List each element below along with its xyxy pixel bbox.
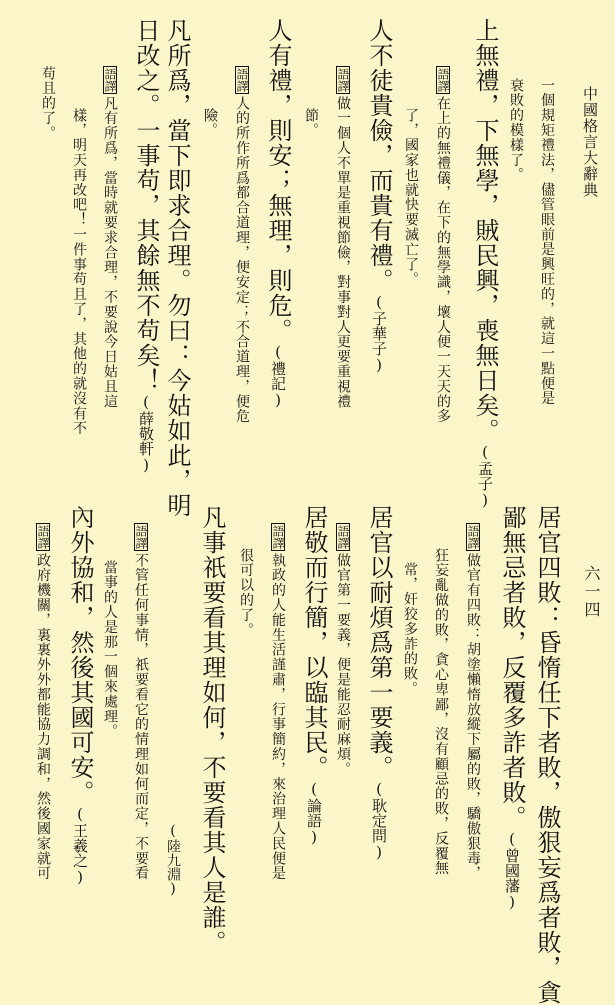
translation-badge: 語譯	[134, 525, 148, 549]
translation-text: 做官有四敗：胡塗懶惰放縱下屬的敗，驕傲狠毒，	[465, 553, 481, 881]
maxim-text: 凡事祇要看其理如何，不要看其人是誰。	[198, 505, 226, 955]
top-column-9	[235, 66, 249, 424]
translation-text: 一個規矩禮法，儘管眼前是興旺的，就這一點便是	[539, 78, 555, 406]
translation-text: 狂妄亂做的敗，貪心卑鄙，沒有顧忌的敗，反覆無	[433, 548, 449, 876]
translation-badge: 語譯	[235, 68, 249, 92]
top-column-7	[304, 108, 318, 138]
translation-text: 常，奸狡多詐的敗。	[402, 562, 418, 697]
translation-text: 做一個人不單是重視節儉，對事對人更要重視禮	[335, 96, 351, 409]
top-column-0	[540, 78, 554, 406]
bottom-column-1	[500, 505, 524, 911]
maxim-text: 居官四敗：昏惰任下者敗，傲狠妄爲者敗，貪	[533, 505, 561, 1005]
maxim-source: (曾國藩)	[503, 830, 521, 911]
maxim-text: 人有禮，則安；無理，則危。	[264, 18, 292, 343]
maxim-source: (耿定問)	[370, 780, 388, 861]
maxim-text: 人不徒貴儉，而貴有禮。	[365, 18, 393, 293]
top-column-8	[266, 18, 290, 409]
bottom-column-6	[336, 523, 350, 777]
top-column-11	[165, 18, 189, 518]
maxim-text: 上無禮，下無學，賊民興，喪無日矣。	[471, 18, 499, 443]
maxim-source: (子華子)	[370, 293, 388, 374]
bottom-column-11	[166, 823, 180, 897]
maxim-source: (孟子)	[476, 443, 494, 509]
bottom-column-15	[36, 523, 50, 881]
top-column-6	[336, 66, 350, 409]
bottom-column-3	[434, 548, 448, 876]
translation-text: 政府機關，裏裏外外都能協力調和，然後國家就可	[35, 553, 51, 881]
translation-text: 衰敗的模樣了。	[508, 78, 524, 183]
translation-badge: 語譯	[36, 525, 50, 549]
bottom-column-13	[103, 560, 117, 739]
maxim-text: 日改之。一事苟，其餘無不苟矣！	[132, 18, 160, 393]
bottom-column-12	[134, 523, 148, 881]
translation-badge: 語譯	[336, 525, 350, 549]
translation-text: 人的所作所爲都合道理，便安定；不合道理，便危	[234, 96, 250, 424]
maxim-text: 居官以耐煩爲第一要義。	[365, 505, 393, 780]
translation-text: 做官第一要義，便是能忍耐麻煩。	[335, 553, 351, 777]
translation-text: 不管任何事情，祇要看它的情理如何而定，不要看	[133, 553, 149, 881]
translation-badge: 語譯	[271, 525, 285, 549]
translation-text: 執政的人能生活謹肅，行事簡約，來治理人民便是	[270, 553, 286, 881]
top-column-15	[41, 66, 55, 141]
bottom-column-2	[466, 523, 480, 881]
translation-text: 苟且的了。	[40, 66, 56, 141]
maxim-source: (論語)	[305, 780, 323, 846]
maxim-text: 凡所爲，當下即求合理。勿曰：今姑如此，明	[163, 18, 191, 518]
bottom-column-14	[68, 505, 92, 886]
top-column-4	[404, 108, 418, 287]
translation-badge: 語譯	[103, 68, 117, 92]
bottom-column-10	[200, 505, 224, 955]
maxim-source: (陸九淵)	[165, 823, 181, 897]
translation-badge: 語譯	[466, 525, 480, 549]
translation-text: 很可以的了。	[238, 548, 254, 638]
maxim-text: 居敬而行簡，以臨其民。	[300, 505, 328, 780]
bottom-column-0	[535, 505, 559, 1005]
translation-text: 凡有所爲，當時就要求合理，不要說今日姑且這	[102, 96, 118, 409]
page-number: 六一四	[582, 565, 601, 619]
translation-text: 樣，明天再改吧！一件事苟且了，其他的就沒有不	[71, 108, 87, 436]
top-column-3	[436, 66, 450, 424]
book-title: 中國格言大辭典	[581, 86, 599, 198]
top-column-2	[473, 18, 497, 509]
maxim-source: (王羲之)	[71, 805, 89, 886]
top-column-14	[72, 108, 86, 436]
maxim-source: (薛敬軒)	[137, 393, 155, 474]
top-column-12	[134, 18, 158, 474]
top-column-13	[103, 66, 117, 409]
translation-badge: 語譯	[436, 68, 450, 92]
maxim-text: 鄙無忌者敗，反覆多詐者敗。	[498, 505, 526, 830]
translation-text: 在上的無禮儀，在下的無學識，壞人便一天天的多	[435, 96, 451, 424]
translation-text: 當事的人是那一個來處理。	[102, 560, 118, 739]
maxim-text: 內外協和，然後其國可安。	[66, 505, 94, 805]
bottom-column-8	[271, 523, 285, 881]
top-column-10	[203, 108, 217, 138]
bottom-column-5	[367, 505, 391, 861]
translation-text: 了，國家也就快要滅亡了。	[403, 108, 419, 287]
bottom-column-4	[403, 562, 417, 696]
bottom-column-9	[239, 548, 253, 637]
top-column-1	[509, 78, 523, 182]
translation-text: 節。	[303, 108, 319, 138]
bottom-column-7	[302, 505, 326, 846]
maxim-source: (禮記)	[269, 343, 287, 409]
translation-text: 險。	[202, 108, 218, 138]
top-column-5	[367, 18, 391, 374]
translation-badge: 語譯	[336, 68, 350, 92]
